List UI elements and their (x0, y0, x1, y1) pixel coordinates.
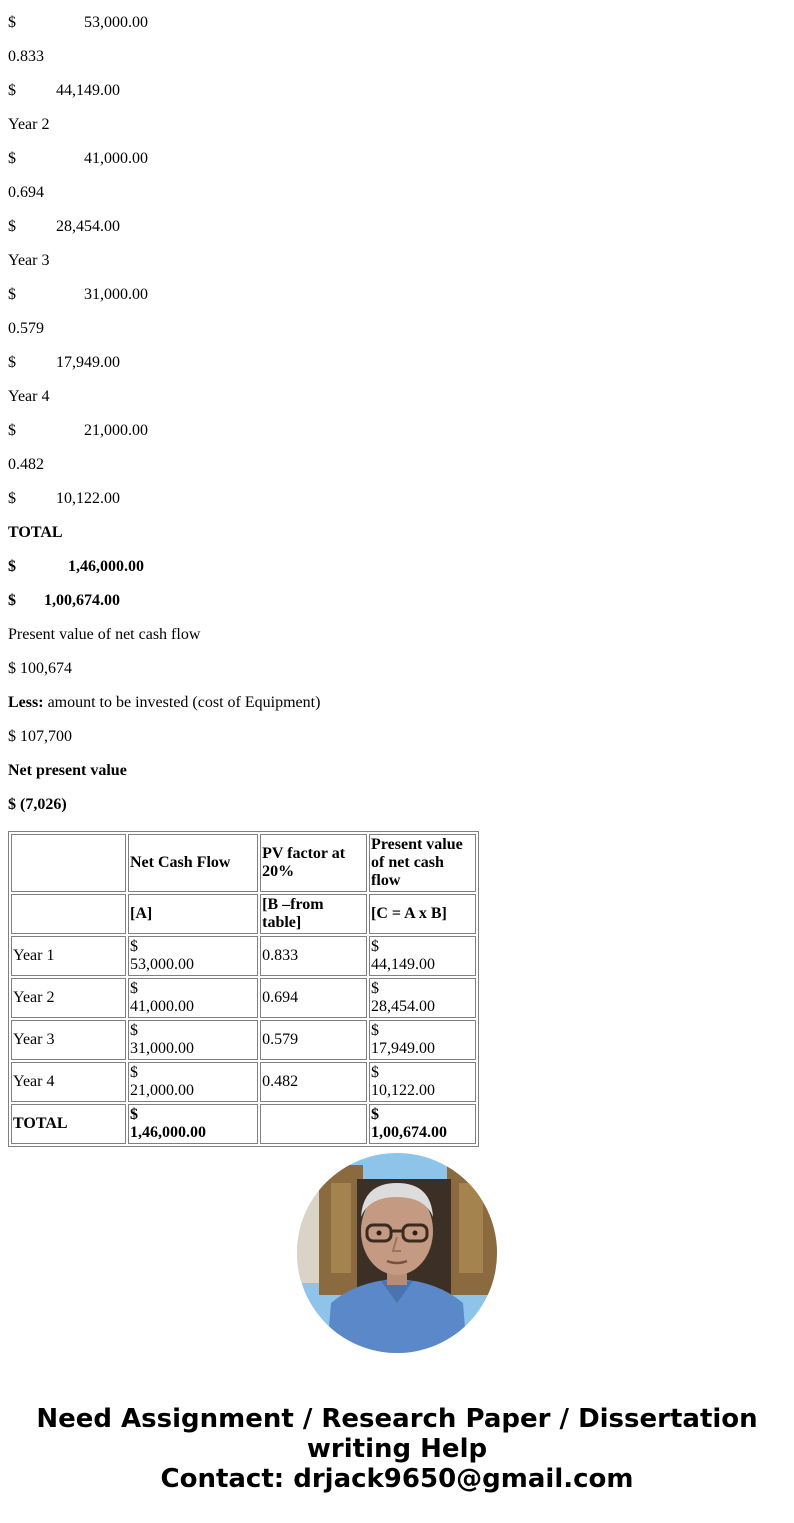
row-factor-cell: 0.579 (260, 1020, 367, 1060)
row-year-cell: Year 1 (11, 936, 126, 976)
row-year-cell: Year 4 (11, 1062, 126, 1102)
table-row (11, 1020, 476, 1060)
table-subheader-row (11, 894, 476, 934)
total-flow-cell: $ 1,46,000.00 (128, 1104, 258, 1144)
total-pv-line: $ 1,00,674.00 (8, 592, 120, 609)
less-investment-line: Less: amount to be invested (cost of Equipment) (8, 694, 321, 711)
right-eye (413, 1231, 418, 1236)
year2-label: Year 2 (8, 116, 50, 133)
promo-line-2: writing Help (306, 1434, 488, 1464)
total-label: TOTAL (8, 524, 63, 541)
row-pv-cell: $ 10,122.00 (369, 1062, 476, 1102)
table-row (11, 936, 476, 976)
row-flow-cell: $ 21,000.00 (128, 1062, 258, 1102)
subheader-blank-cell (11, 894, 126, 934)
left-eye (377, 1231, 382, 1236)
row-flow-cell: $ 53,000.00 (128, 936, 258, 976)
author-portrait-image (297, 1153, 497, 1353)
year1-pv-line: $ 44,149.00 (8, 82, 120, 99)
pv-net-cash-flow-label: Present value of net cash flow (8, 626, 201, 643)
subheader-b: [B –from table] (260, 894, 367, 934)
subheader-c: [C = A x B] (369, 894, 476, 934)
pv-net-cash-flow-value: $ 100,674 (8, 660, 72, 677)
document-body (8, 14, 788, 830)
npv-value: $ (7,026) (8, 796, 67, 813)
table-header-row (11, 834, 476, 892)
header-net-cash-flow: Net Cash Flow (128, 834, 258, 892)
year4-pv-line: $ 10,122.00 (8, 490, 120, 507)
door-carving-left (331, 1183, 351, 1273)
row-flow-cell: $ 31,000.00 (128, 1020, 258, 1060)
row-year-cell: Year 3 (11, 1020, 126, 1060)
door-carving-right (459, 1183, 483, 1273)
year1-factor-line: 0.833 (8, 48, 44, 65)
total-pv-cell: $ 1,00,674.00 (369, 1104, 476, 1144)
row-pv-cell: $ 28,454.00 (369, 978, 476, 1018)
table-total-row (11, 1104, 476, 1144)
row-pv-cell: $ 17,949.00 (369, 1020, 476, 1060)
contact-line: Contact: drjack9650@gmail.com (160, 1464, 634, 1494)
row-factor-cell: 0.482 (260, 1062, 367, 1102)
year3-pv-line: $ 17,949.00 (8, 354, 120, 371)
present-value-table (8, 831, 479, 1147)
table-row (11, 1062, 476, 1102)
year3-flow-line: $ 31,000.00 (8, 286, 148, 303)
subheader-a: [A] (128, 894, 258, 934)
total-label-cell: TOTAL (11, 1104, 126, 1144)
header-present-value: Present value of net cash flow (369, 834, 476, 892)
promo-line-1: Need Assignment / Research Paper / Dissertation (36, 1404, 758, 1434)
row-factor-cell: 0.833 (260, 936, 367, 976)
year2-pv-line: $ 28,454.00 (8, 218, 120, 235)
year3-label: Year 3 (8, 252, 50, 269)
table-row (11, 978, 476, 1018)
row-factor-cell: 0.694 (260, 978, 367, 1018)
author-avatar (297, 1153, 497, 1353)
row-year-cell: Year 2 (11, 978, 126, 1018)
promo-footer (0, 1404, 794, 1494)
year4-factor-line: 0.482 (8, 456, 44, 473)
equipment-cost-value: $ 107,700 (8, 728, 72, 745)
npv-label: Net present value (8, 762, 127, 779)
year4-label: Year 4 (8, 388, 50, 405)
year4-flow-line: $ 21,000.00 (8, 422, 148, 439)
year1-flow-line: $ 53,000.00 (8, 14, 148, 31)
total-flow-line: $ 1,46,000.00 (8, 558, 144, 575)
year3-factor-line: 0.579 (8, 320, 44, 337)
row-pv-cell: $ 44,149.00 (369, 936, 476, 976)
header-pv-factor: PV factor at 20% (260, 834, 367, 892)
total-factor-cell (260, 1104, 367, 1144)
year2-factor-line: 0.694 (8, 184, 44, 201)
row-flow-cell: $ 41,000.00 (128, 978, 258, 1018)
year2-flow-line: $ 41,000.00 (8, 150, 148, 167)
header-blank-cell (11, 834, 126, 892)
